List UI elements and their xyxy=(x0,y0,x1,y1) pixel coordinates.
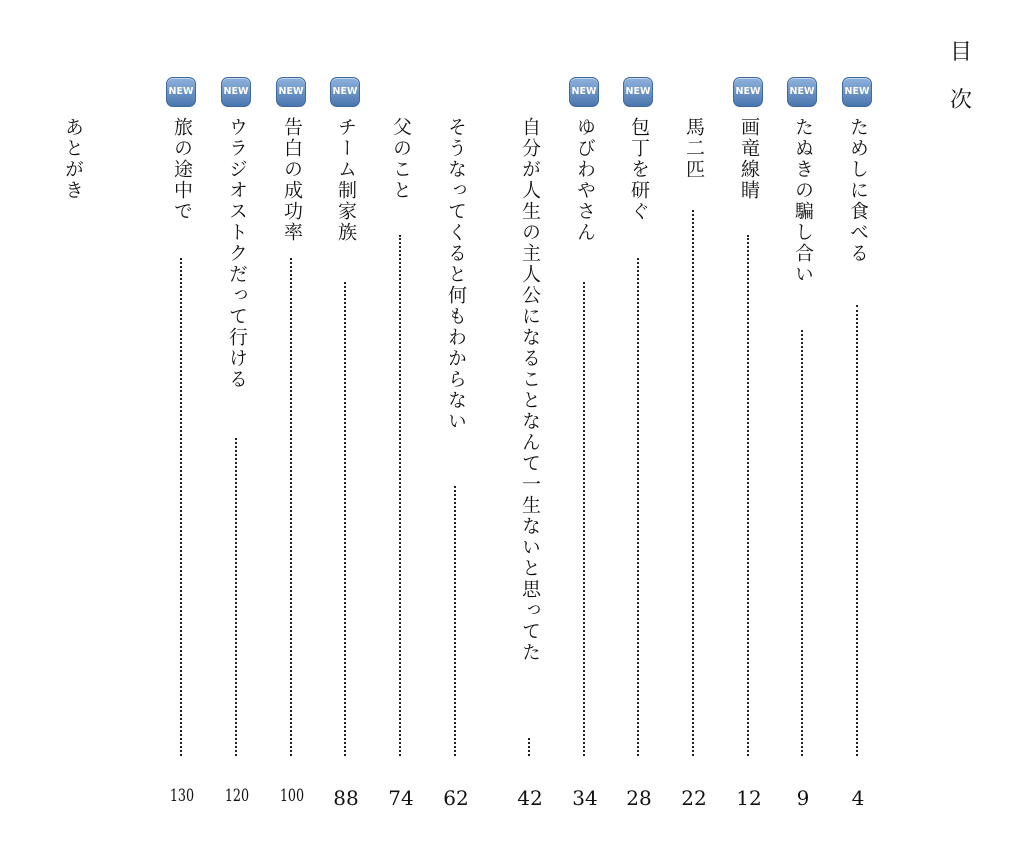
toc-entry-page: 62 xyxy=(443,786,469,810)
toc-entry[interactable] xyxy=(381,0,421,852)
toc-entry-title[interactable]: 包丁を研ぐ xyxy=(628,117,650,222)
toc-heading xyxy=(947,42,975,112)
toc-entry-page: 42 xyxy=(517,786,543,810)
leader-dots xyxy=(692,210,694,756)
leader-dots xyxy=(290,258,292,756)
toc-entry-title[interactable]: たぬきの騙し合い xyxy=(792,117,814,285)
leader-dots xyxy=(583,282,585,756)
toc-entry[interactable] xyxy=(272,0,312,852)
new-badge: NEW xyxy=(569,77,599,107)
new-badge: NEW xyxy=(623,77,653,107)
new-badge: NEW xyxy=(787,77,817,107)
toc-heading-char-1: 目 xyxy=(949,40,972,65)
toc-entry-page: 120 xyxy=(224,786,250,806)
leader-dots xyxy=(399,235,401,756)
toc-entry-title[interactable]: 馬二匹 xyxy=(683,117,705,180)
toc-entry-title[interactable]: 告白の成功率 xyxy=(281,117,303,243)
toc-entry[interactable] xyxy=(436,0,476,852)
toc-entry-page: 12 xyxy=(736,786,762,810)
new-badge: NEW xyxy=(330,77,360,107)
toc-heading-char-2: 次 xyxy=(949,88,972,113)
leader-dots xyxy=(344,282,346,756)
toc-entry[interactable] xyxy=(53,0,93,852)
toc-entry[interactable] xyxy=(729,0,769,852)
toc-entry-title[interactable]: 画竜線睛 xyxy=(738,117,760,201)
toc-entry-page: 22 xyxy=(681,786,707,810)
toc-entry-page: 34 xyxy=(572,786,598,810)
toc-entry-title[interactable]: 旅の途中で xyxy=(171,117,193,222)
toc-entry-page: 28 xyxy=(626,786,652,810)
new-badge: NEW xyxy=(276,77,306,107)
toc-entry-page: 9 xyxy=(796,786,810,810)
toc-entry-title[interactable]: チーム制家族 xyxy=(335,117,357,243)
toc-entry-title[interactable]: ためしに食べる xyxy=(847,117,869,264)
toc-entry[interactable] xyxy=(326,0,366,852)
leader-dots xyxy=(235,438,237,756)
toc-entry-title[interactable]: ウラジオストクだって行ける xyxy=(226,117,248,390)
toc-entry-title[interactable]: あとがき xyxy=(62,117,84,201)
toc-entry[interactable] xyxy=(510,0,550,852)
toc-entry-title[interactable]: ゆびわやさん xyxy=(574,117,596,243)
toc-entry[interactable] xyxy=(783,0,823,852)
toc-entry-page: 4 xyxy=(851,786,865,810)
new-badge: NEW xyxy=(842,77,872,107)
toc-entry[interactable] xyxy=(162,0,202,852)
toc-entry-page: 74 xyxy=(388,786,414,810)
leader-dots xyxy=(856,305,858,756)
leader-dots xyxy=(747,235,749,756)
leader-dots xyxy=(180,258,182,756)
leader-dots xyxy=(801,330,803,756)
toc-entry-title[interactable]: 父のこと xyxy=(390,117,412,201)
toc-entry[interactable] xyxy=(619,0,659,852)
toc-entry[interactable] xyxy=(838,0,878,852)
new-badge: NEW xyxy=(166,77,196,107)
toc-entry-title[interactable]: そうなってくると何もわからない xyxy=(445,117,467,432)
toc-entry-page: 88 xyxy=(333,786,359,810)
toc-entry[interactable] xyxy=(674,0,714,852)
new-badge: NEW xyxy=(221,77,251,107)
toc-entry[interactable] xyxy=(565,0,605,852)
leader-dots xyxy=(528,738,530,756)
toc-entry[interactable] xyxy=(217,0,257,852)
toc-entry-page: 130 xyxy=(169,786,195,806)
toc-entry-title[interactable]: 自分が人生の主人公になることなんて一生ないと思ってた xyxy=(519,117,541,663)
new-badge: NEW xyxy=(733,77,763,107)
toc-entry-page: 100 xyxy=(279,786,305,806)
leader-dots xyxy=(637,258,639,756)
leader-dots xyxy=(454,486,456,756)
